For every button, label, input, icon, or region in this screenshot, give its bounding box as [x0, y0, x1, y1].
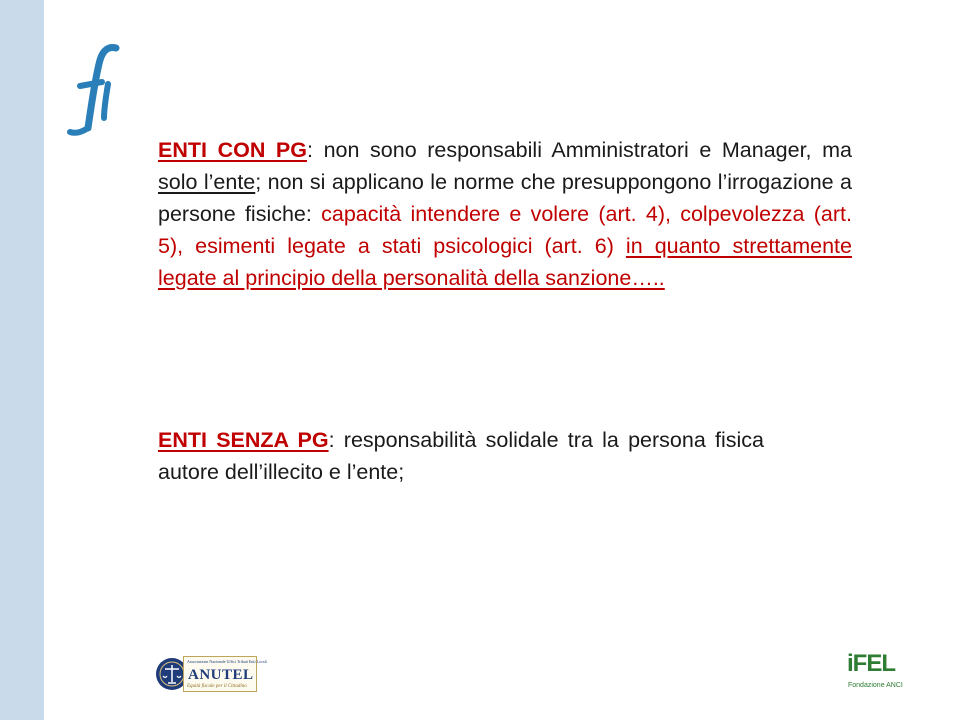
heading-enti-senza-pg: ENTI SENZA PG — [158, 428, 329, 452]
fi-monogram-icon — [58, 30, 128, 140]
ifel-logo — [847, 650, 903, 696]
anutel-association: Associazione Nazionale Uffici Tributi Enti Locali — [187, 659, 267, 664]
anutel-name: ANUTEL — [188, 667, 254, 683]
text-red: capacità intendere e volere (art. 4), colpevolezza (art. 5), esimenti legate a stati psicologici (art. 6) — [158, 202, 852, 258]
side-band — [0, 0, 44, 720]
ifel-subtitle: Fondazione ANCI — [848, 682, 903, 689]
heading-enti-con-pg: ENTI CON PG — [158, 138, 307, 162]
text-segment: ; non si applicano le norme che presuppongono l’irrogazione a persone fisiche: — [158, 170, 852, 226]
anutel-wordmark — [183, 656, 267, 692]
paragraph-enti-senza-pg — [158, 424, 764, 488]
anutel-motto: Equità fiscale per il Cittadino — [187, 684, 247, 689]
text-segment: : responsabilità solidale tra la persona fisica autore dell’illecito e l’ente; — [158, 428, 765, 484]
anutel-logo — [155, 654, 267, 694]
fi-logo — [58, 30, 128, 140]
text-solo-ente: solo l’ente — [158, 170, 256, 194]
paragraph-enti-con-pg — [158, 134, 852, 294]
text-red-underlined: in quanto strettamente legate al principio della personalità della sanzione….. — [158, 234, 852, 290]
ifel-wordmark: iFEL — [847, 650, 895, 677]
text-segment: : non sono responsabili Amministratori e Manager, ma — [307, 138, 852, 162]
